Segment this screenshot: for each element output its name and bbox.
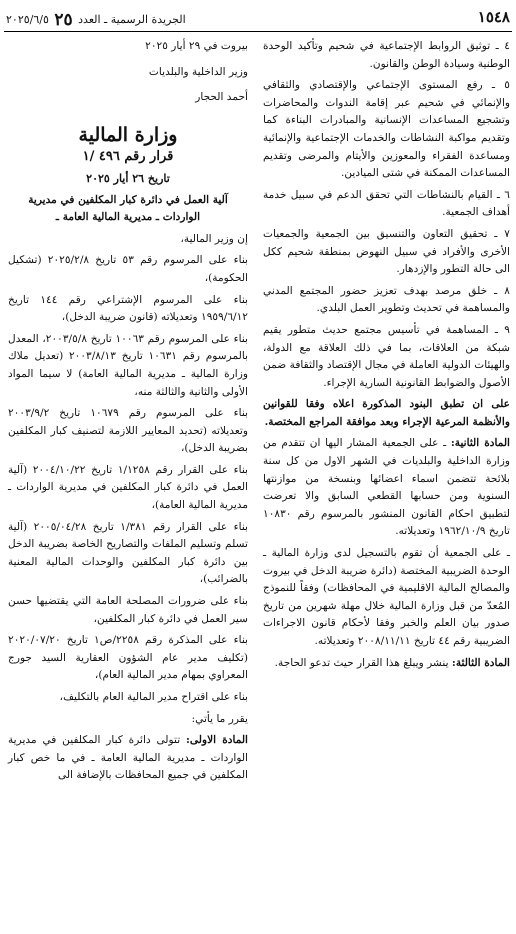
- article-1: [8, 732, 248, 785]
- signature-role: وزير الداخلية والبلديات: [148, 65, 248, 78]
- decision-date: تاريخ ٢٦ أيار ٢٠٢٥: [86, 171, 170, 185]
- issue-date: ٢٠٢٥/٦/٥: [6, 13, 49, 26]
- gazette-title: [6, 10, 186, 30]
- item-8: ٨ ـ خلق مرصد بهدف تعزيز حضور المجتمع المدني والمساهمة في تحديث وتطوير العمل البلدي.: [263, 284, 510, 315]
- decides-line: يقرر ما يأتي:: [191, 712, 248, 725]
- gazette-name: الجريدة الرسمية ـ العدد: [78, 13, 186, 26]
- item-9: ٩ ـ المساهمة في تأسيس مجتمع حديث متطور يقيم شبكة من العلاقات، بما في ذلك العلاقة مع الدولة، والهيئات الدولية العاملة في مجال الإقتصاد والثقافة ضمن الأصول والضوابط القانونية السارية الإجراء.: [263, 323, 510, 389]
- article-3-title: المادة الثالثة:: [451, 656, 510, 669]
- recital: بناء على المرسوم رقم ١٠٦٧٩ تاريخ ٢٠٠٣/٩/٢ وتعديلاته (تحديد المعايير اللازمة لتصنيف كبار المكلفين بضريبة الدخل)،: [8, 407, 248, 455]
- ministry-title: وزارة المالية: [78, 123, 178, 146]
- page-number: ١٥٤٨: [477, 8, 510, 26]
- item-6: ٦ ـ القيام بالنشاطات التي تحقق الدعم في سبيل خدمة أهداف الجمعية.: [263, 188, 510, 219]
- signature-name: أحمد الحجار: [195, 91, 248, 104]
- recital: بناء على المرسوم الإشتراعي رقم ١٤٤ تاريخ ١٩٥٩/٦/١٢ وتعديلاته (قانون ضريبة الدخل)،: [8, 293, 248, 324]
- header-divider: [4, 31, 512, 32]
- item-5: ٥ ـ رفع المستوى الإجتماعي والإقتصادي والثقافي والإنمائي في شحيم عبر إقامة الندوات والمحاضرات وتشجيع المساعدات الإنسانية والمبادرات البناءة كما وتقديم مواكبة النشاطات والخدمات الإجتماعية والإنمائية ومساعدة الفقراء والمعوزين والأيتام والمرضى وتقديم المساعدات الممكنة في شتى الميادين.: [263, 79, 510, 180]
- article-2-continued: ـ على الجمعية أن تقوم بالتسجيل لدى وزارة المالية ـ الوحدة الضريبية المختصة (دائرة ضريبة الدخل في بيروت والمصالح المالية الاقليمية في المحافظات) وفقاً للنموذج المُعدّ من قبل وزارة المالية خلال مهلة شهرين من تاريخ صدور بيان العلم والخبر وفقا لأحكام قانون الاجراءات الضريبية رقم ٤٤ تاريخ ٢٠٠٨/١١/١١ وتعديلاته.: [263, 547, 510, 647]
- article-3: [263, 655, 510, 673]
- recital: بناء على القرار رقم ١/٣٨١ تاريخ ٢٠٠٥/٠٤/٢٨ (آلية تسلم وتسليم الملفات والتصاريح الخاصة بضريبة الدخل بين دائرة كبار المكلفين والوحدات المالية المعنية بالضرائب)،: [8, 520, 248, 586]
- article-2-title: المادة الثانية:: [450, 437, 511, 450]
- recital: بناء على ضرورات المصلحة العامة التي يقتضيها حسن سير العمل في دائرة كبار المكلفين،: [8, 595, 248, 625]
- recital: بناء على المرسوم رقم ١٠٠٦٣ تاريخ ٢٠٠٣/٥/٨، المعدل بالمرسوم رقم ١٠٦٣١ تاريخ ٢٠٠٣/٨/١٣ (تعديل ملاك وزارة المالية ـ مديرية المالية العامة) لا سيما المواد الأولى والثانية والثالثة منه،: [8, 332, 249, 398]
- decision-subject: آلية العمل في دائرة كبار المكلفين في مديرية الواردات ـ مديرية المالية العامة ـ: [28, 193, 228, 224]
- left-column: [8, 38, 248, 789]
- item-4: ٤ ـ توثيق الروابط الإجتماعية في شحيم وتأكيد الوحدة الوطنية وسيادة الوطن والقانون.: [263, 40, 510, 70]
- article-3-text: ينشر ويبلغ هذا القرار حيث تدعو الحاجة.: [274, 656, 449, 669]
- signature-block: [8, 38, 248, 107]
- article-2: [263, 435, 510, 541]
- article-1-title: المادة الاولى:: [186, 734, 248, 747]
- condition-paragraph: على ان تطبق البنود المذكورة اعلاه وفقا للقوانين والأنظمة المرعية الإجراء وبعد موافقة المراجع المختصة.: [263, 398, 510, 428]
- right-column: [263, 38, 510, 676]
- issue-number: ٢٥: [54, 10, 73, 30]
- signature-place-date: بيروت في ٢٩ أيار ٢٠٢٥: [145, 40, 248, 52]
- recital: بناء على اقتراح مدير المالية العام بالتكليف،: [59, 691, 248, 703]
- recital: بناء على المرسوم رقم ٥٣ تاريخ ٢٠٢٥/٢/٨ (تشكيل الحكومة)،: [8, 254, 248, 284]
- recital: بناء على القرار رقم ١/١٢٥٨ تاريخ ٢٠٠٤/١٠/٢٢ (آلية العمل في دائرة كبار المكلفين في مديرية الواردات ـ مديرية المالية العامة)،: [8, 463, 248, 512]
- article-2-text: ـ على الجمعية المشار اليها ان تتقدم من وزارة الداخلية والبلديات في الشهر الاول من كل سنة بلائحة تتضمن اسماء اعضائها وبنسخة من موازنتها السنوية ومن حسابها القطعي السابق والا تعرضت لتطبيق احكام القانون المنشور بالمرسوم رقم ١٠٨٣٠ تاريخ ١٩٦٢/١٠/٩ وتعديلاته.: [263, 437, 510, 538]
- page-header: [0, 0, 516, 30]
- article-1-text: تتولى دائرة كبار المكلفين في مديرية الواردات ـ مديرية المالية العامة ـ في ما خص كبار المكلفين في جميع المحافظات بالإضافة الى: [8, 734, 248, 782]
- preamble: إن وزير المالية،: [180, 232, 248, 245]
- decision-number: قرار رقم ٤٩٦ /١: [82, 149, 174, 165]
- recital: بناء على المذكرة رقم ٢٢٥٨/ص١ تاريخ ٢٠٢٠/٠٧/٢٠ (تكليف مدير عام الشؤون العقارية السيد جورج المعراوي بمهام مدير المالية العام)،: [8, 634, 248, 682]
- item-7: ٧ ـ تحقيق التعاون والتنسيق بين الجمعية والجمعيات الأخرى والأفراد في سبيل النهوض بمنطقة شحيم ككل الى حالة التطور والإزدهار.: [263, 227, 510, 276]
